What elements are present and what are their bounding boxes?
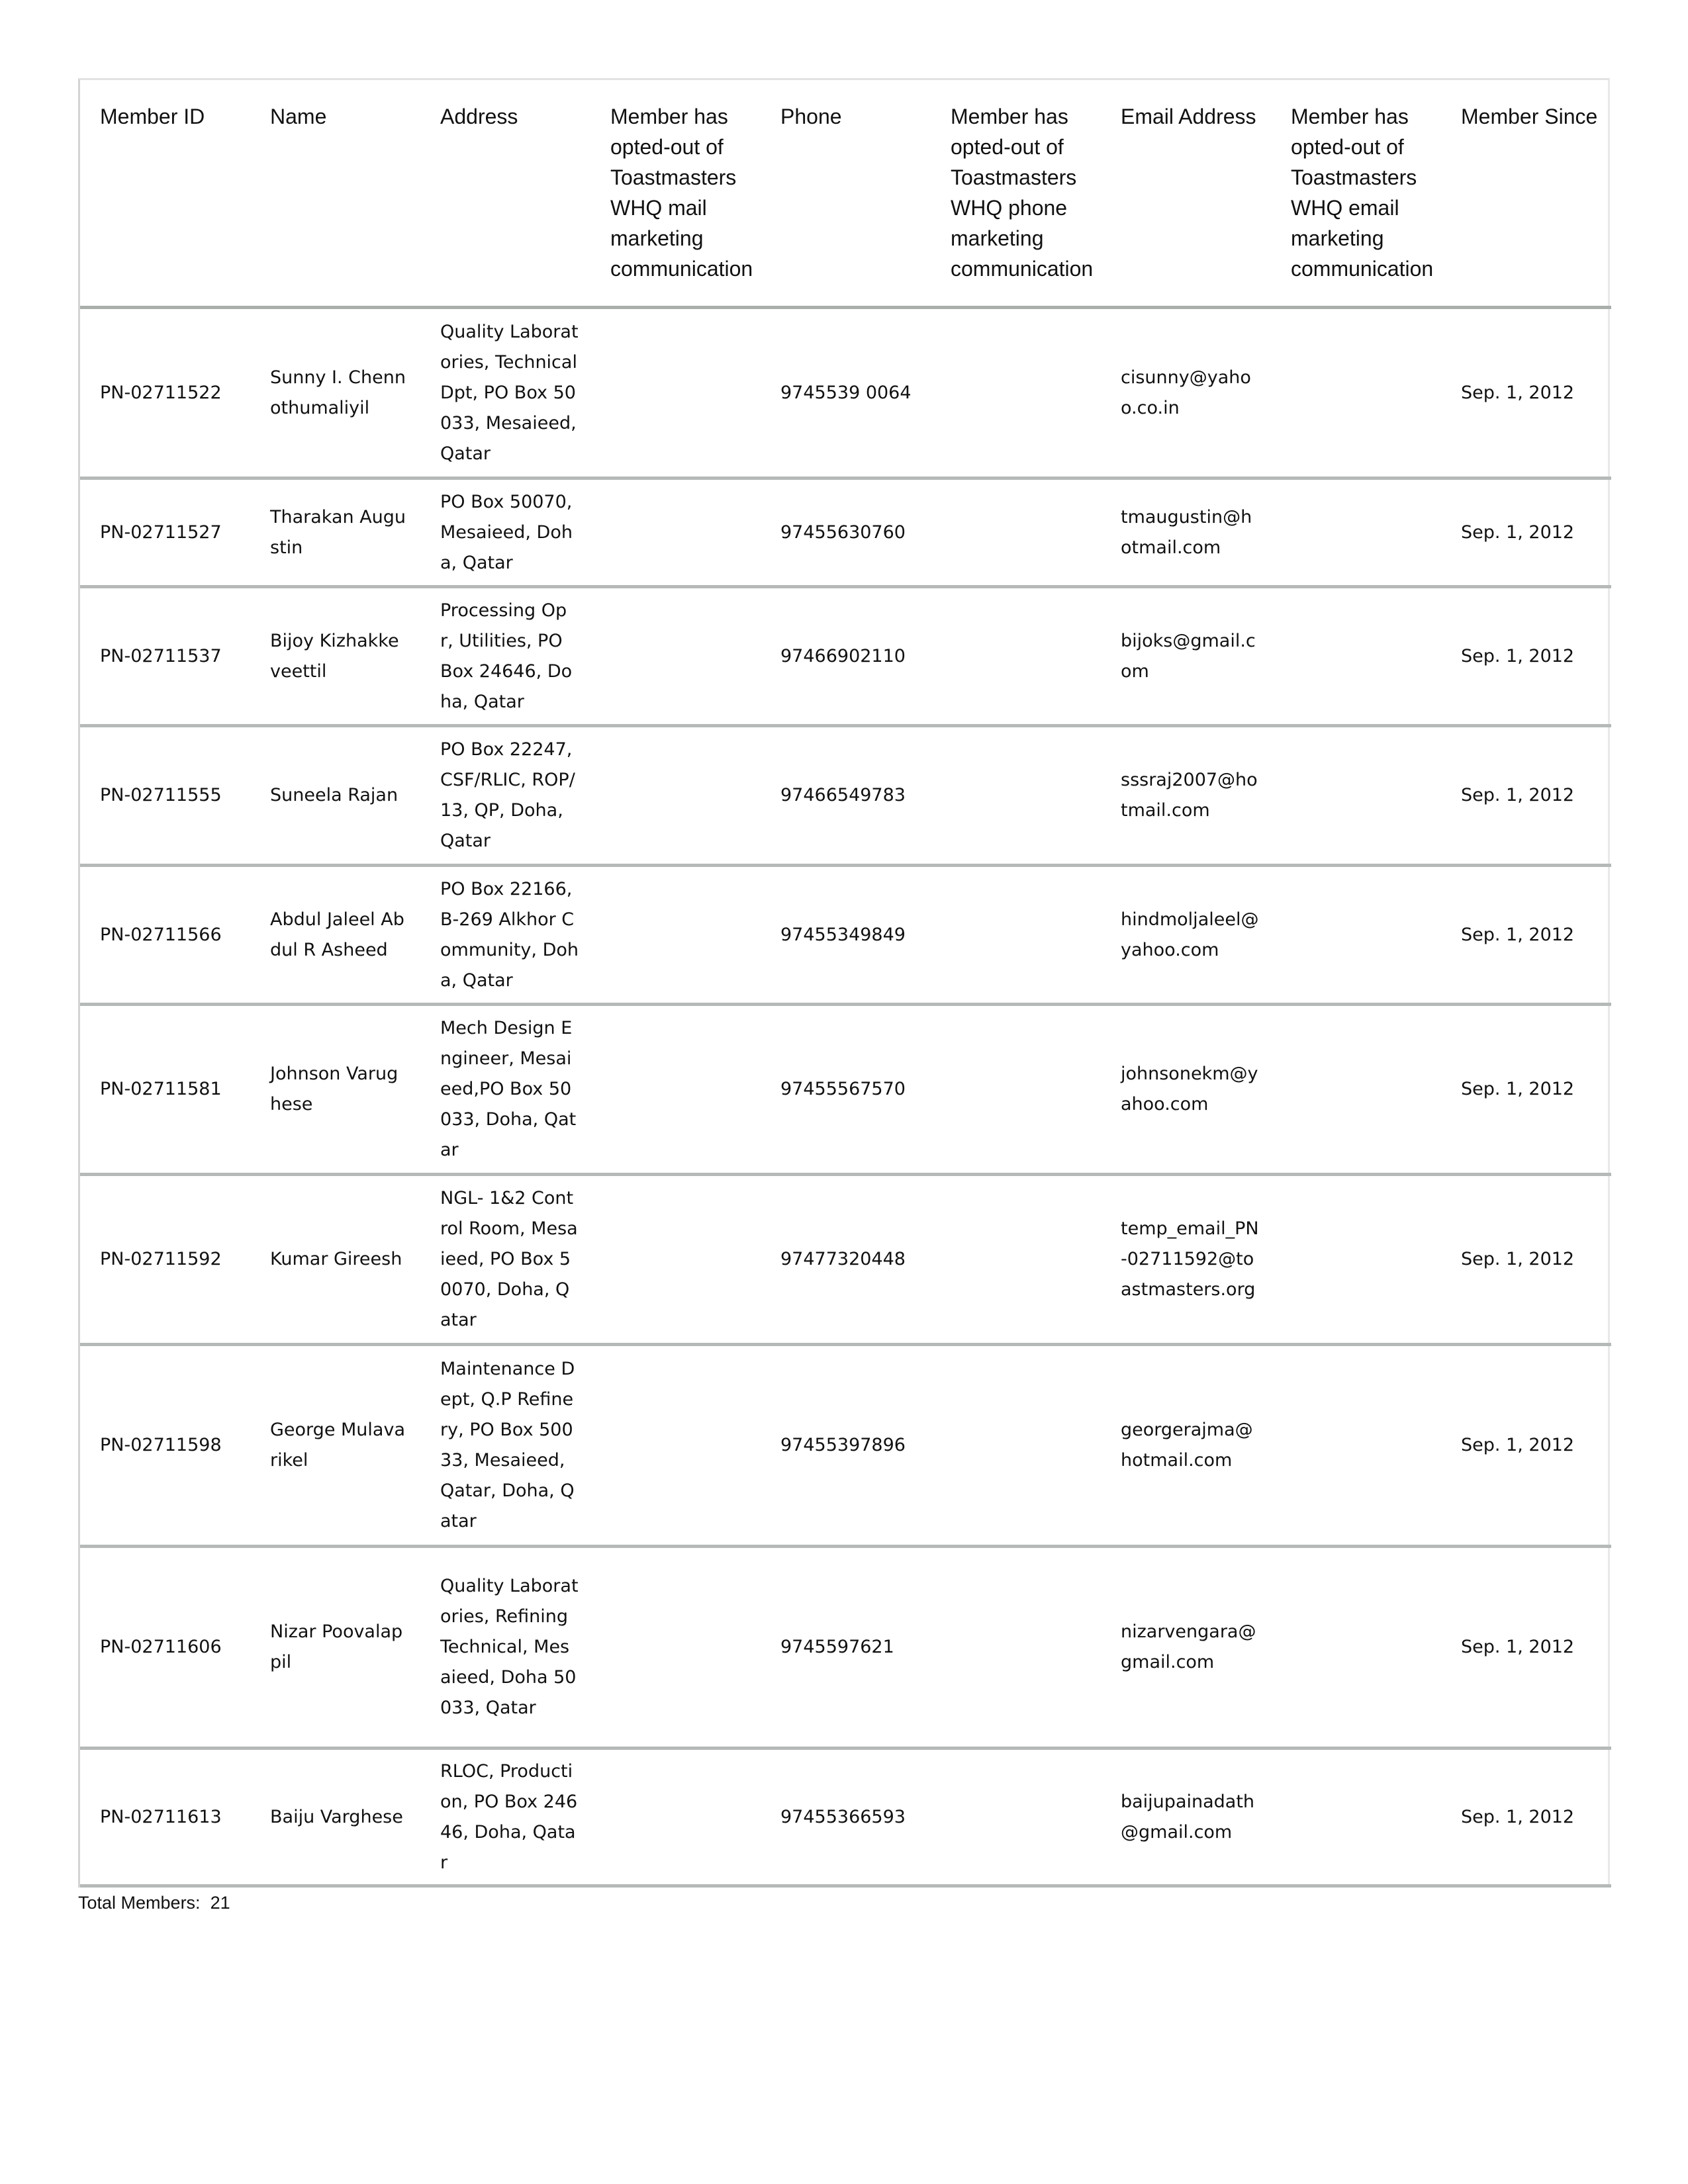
table-row [80,587,1611,726]
column-header-member-since: Member Since [1461,105,1598,128]
table-row [80,1547,1611,1749]
cell-email-opt-out [1271,587,1441,726]
member-roster-table [78,78,1610,1888]
cell-member-id: PN-02711613 [100,1806,222,1827]
cell-mail-opt-out [590,1749,761,1886]
cell-email: temp_email_PN-02711592@toastmasters.org [1121,1218,1259,1300]
cell-member-id: PN-02711566 [100,924,222,945]
cell-phone: 97455397896 [780,1435,906,1455]
column-header-mail-opt-out: Member has opted-out of Toastmasters WHQ mail marketing communication [610,105,753,281]
cell-email-opt-out [1271,1005,1441,1175]
cell-member-since: Sep. 1, 2012 [1461,785,1575,805]
cell-email: hindmoljaleel@yahoo.com [1121,909,1259,960]
cell-phone-opt-out [931,1175,1101,1345]
cell-email-opt-out [1271,478,1441,587]
cell-address: NGL- 1&2 Control Room, Mesaieed, PO Box 50070, Doha, Qatar [440,1188,578,1330]
column-header-member-id: Member ID [100,105,205,128]
cell-email-opt-out [1271,1345,1441,1547]
cell-email: bijoks@gmail.com [1121,630,1256,682]
table-row [80,1749,1611,1886]
table-row [80,866,1611,1005]
cell-phone: 9745597621 [780,1637,894,1657]
cell-phone-opt-out [931,866,1101,1005]
cell-name: Baiju Varghese [270,1806,403,1827]
cell-email: nizarvengara@gmail.com [1121,1621,1256,1672]
cell-name: Nizar Poovalappil [270,1621,403,1672]
column-header-email-opt-out: Member has opted-out of Toastmasters WHQ email marketing communication [1291,105,1434,281]
cell-mail-opt-out [590,1345,761,1547]
cell-phone: 97477320448 [780,1249,906,1269]
cell-phone: 97455349849 [780,924,906,945]
cell-email: johnsonekm@yahoo.com [1121,1064,1258,1115]
cell-name: Sunny I. Chennothumaliyil [270,367,406,418]
total-members-label: Total Members: [78,1893,201,1913]
cell-name: George Mulavarikel [270,1420,405,1471]
cell-member-since: Sep. 1, 2012 [1461,1435,1575,1455]
cell-address: RLOC, Production, PO Box 24646, Doha, Qatar [440,1760,578,1873]
cell-mail-opt-out [590,1005,761,1175]
cell-member-id: PN-02711527 [100,522,222,543]
cell-member-id: PN-02711606 [100,1637,222,1657]
table-header-row [80,80,1611,308]
table-row [80,1005,1611,1175]
cell-address: PO Box 50070, Mesaieed, Doha, Qatar [440,491,573,573]
cell-phone-opt-out [931,587,1101,726]
cell-email: cisunny@yahoo.co.in [1121,367,1251,418]
cell-email: baijupainadath@gmail.com [1121,1791,1255,1843]
cell-phone: 9745539 0064 [780,382,912,403]
column-header-email-address: Email Address [1121,105,1256,128]
cell-phone: 97466902110 [780,645,906,666]
cell-phone: 97466549783 [780,785,906,805]
cell-name: Suneela Rajan [270,785,399,805]
cell-phone-opt-out [931,1345,1101,1547]
cell-mail-opt-out [590,726,761,866]
total-members-summary [78,1893,230,1913]
cell-name: Johnson Varughese [270,1064,399,1115]
cell-mail-opt-out [590,587,761,726]
column-header-address: Address [440,105,518,128]
cell-phone: 97455567570 [780,1079,906,1099]
column-header-phone: Phone [780,105,842,128]
column-header-name: Name [270,105,327,128]
cell-member-since: Sep. 1, 2012 [1461,382,1575,403]
cell-name: Tharakan Augustin [270,506,406,558]
cell-phone-opt-out [931,1749,1101,1886]
cell-email: georgerajma@hotmail.com [1121,1420,1253,1471]
cell-member-since: Sep. 1, 2012 [1461,1249,1575,1269]
cell-email-opt-out [1271,866,1441,1005]
cell-member-id: PN-02711555 [100,785,222,805]
cell-email: tmaugustin@hotmail.com [1121,506,1252,558]
cell-email-opt-out [1271,1547,1441,1749]
cell-phone-opt-out [931,308,1101,478]
cell-phone-opt-out [931,726,1101,866]
cell-address: Processing Opr, Utilities, PO Box 24646, Doha, Qatar [440,600,573,712]
cell-email-opt-out [1271,308,1441,478]
table-row [80,1345,1611,1547]
cell-name: Bijoy Kizhakkeveettil [270,630,399,682]
cell-mail-opt-out [590,1175,761,1345]
cell-member-since: Sep. 1, 2012 [1461,1806,1575,1827]
cell-phone-opt-out [931,1547,1101,1749]
cell-member-id: PN-02711537 [100,645,222,666]
cell-member-since: Sep. 1, 2012 [1461,1637,1575,1657]
cell-mail-opt-out [590,1547,761,1749]
cell-email-opt-out [1271,726,1441,866]
cell-address: Quality Laboratories, Refining Technical, Mesaieed, Doha 50033, Qatar [440,1576,579,1718]
cell-member-id: PN-02711581 [100,1079,222,1099]
total-members-value: 21 [210,1893,230,1913]
cell-email-opt-out [1271,1175,1441,1345]
cell-mail-opt-out [590,308,761,478]
cell-name: Kumar Gireesh [270,1249,402,1269]
cell-address: Quality Laboratories, Technical Dpt, PO Box 50033, Mesaieed, Qatar [440,321,579,464]
cell-phone-opt-out [931,1005,1101,1175]
cell-mail-opt-out [590,866,761,1005]
cell-member-since: Sep. 1, 2012 [1461,522,1575,543]
cell-member-id: PN-02711598 [100,1435,222,1455]
cell-address: Maintenance Dept, Q.P Refinery, PO Box 50033, Mesaieed, Qatar, Doha, Qatar [440,1359,575,1531]
cell-phone-opt-out [931,478,1101,587]
cell-email-opt-out [1271,1749,1441,1886]
cell-phone: 97455630760 [780,522,906,543]
cell-member-since: Sep. 1, 2012 [1461,924,1575,945]
cell-member-since: Sep. 1, 2012 [1461,1079,1575,1099]
cell-email: sssraj2007@hotmail.com [1121,770,1258,821]
cell-address: Mech Design Engineer, Mesaieed,PO Box 50033, Doha, Qatar [440,1018,577,1160]
table-row [80,308,1611,478]
cell-name: Abdul Jaleel Abdul R Asheed [270,909,404,960]
cell-member-id: PN-02711522 [100,382,222,403]
cell-phone: 97455366593 [780,1806,906,1827]
column-header-phone-opt-out: Member has opted-out of Toastmasters WHQ phone marketing communication [951,105,1094,281]
cell-address: PO Box 22166, B-269 Alkhor Community, Doha, Qatar [440,878,579,991]
table-row [80,726,1611,866]
table-row [80,478,1611,587]
table-row [80,1175,1611,1345]
cell-member-since: Sep. 1, 2012 [1461,645,1575,666]
cell-member-id: PN-02711592 [100,1249,222,1269]
cell-mail-opt-out [590,478,761,587]
cell-address: PO Box 22247, CSF/RLIC, ROP/13, QP, Doha, Qatar [440,739,575,851]
